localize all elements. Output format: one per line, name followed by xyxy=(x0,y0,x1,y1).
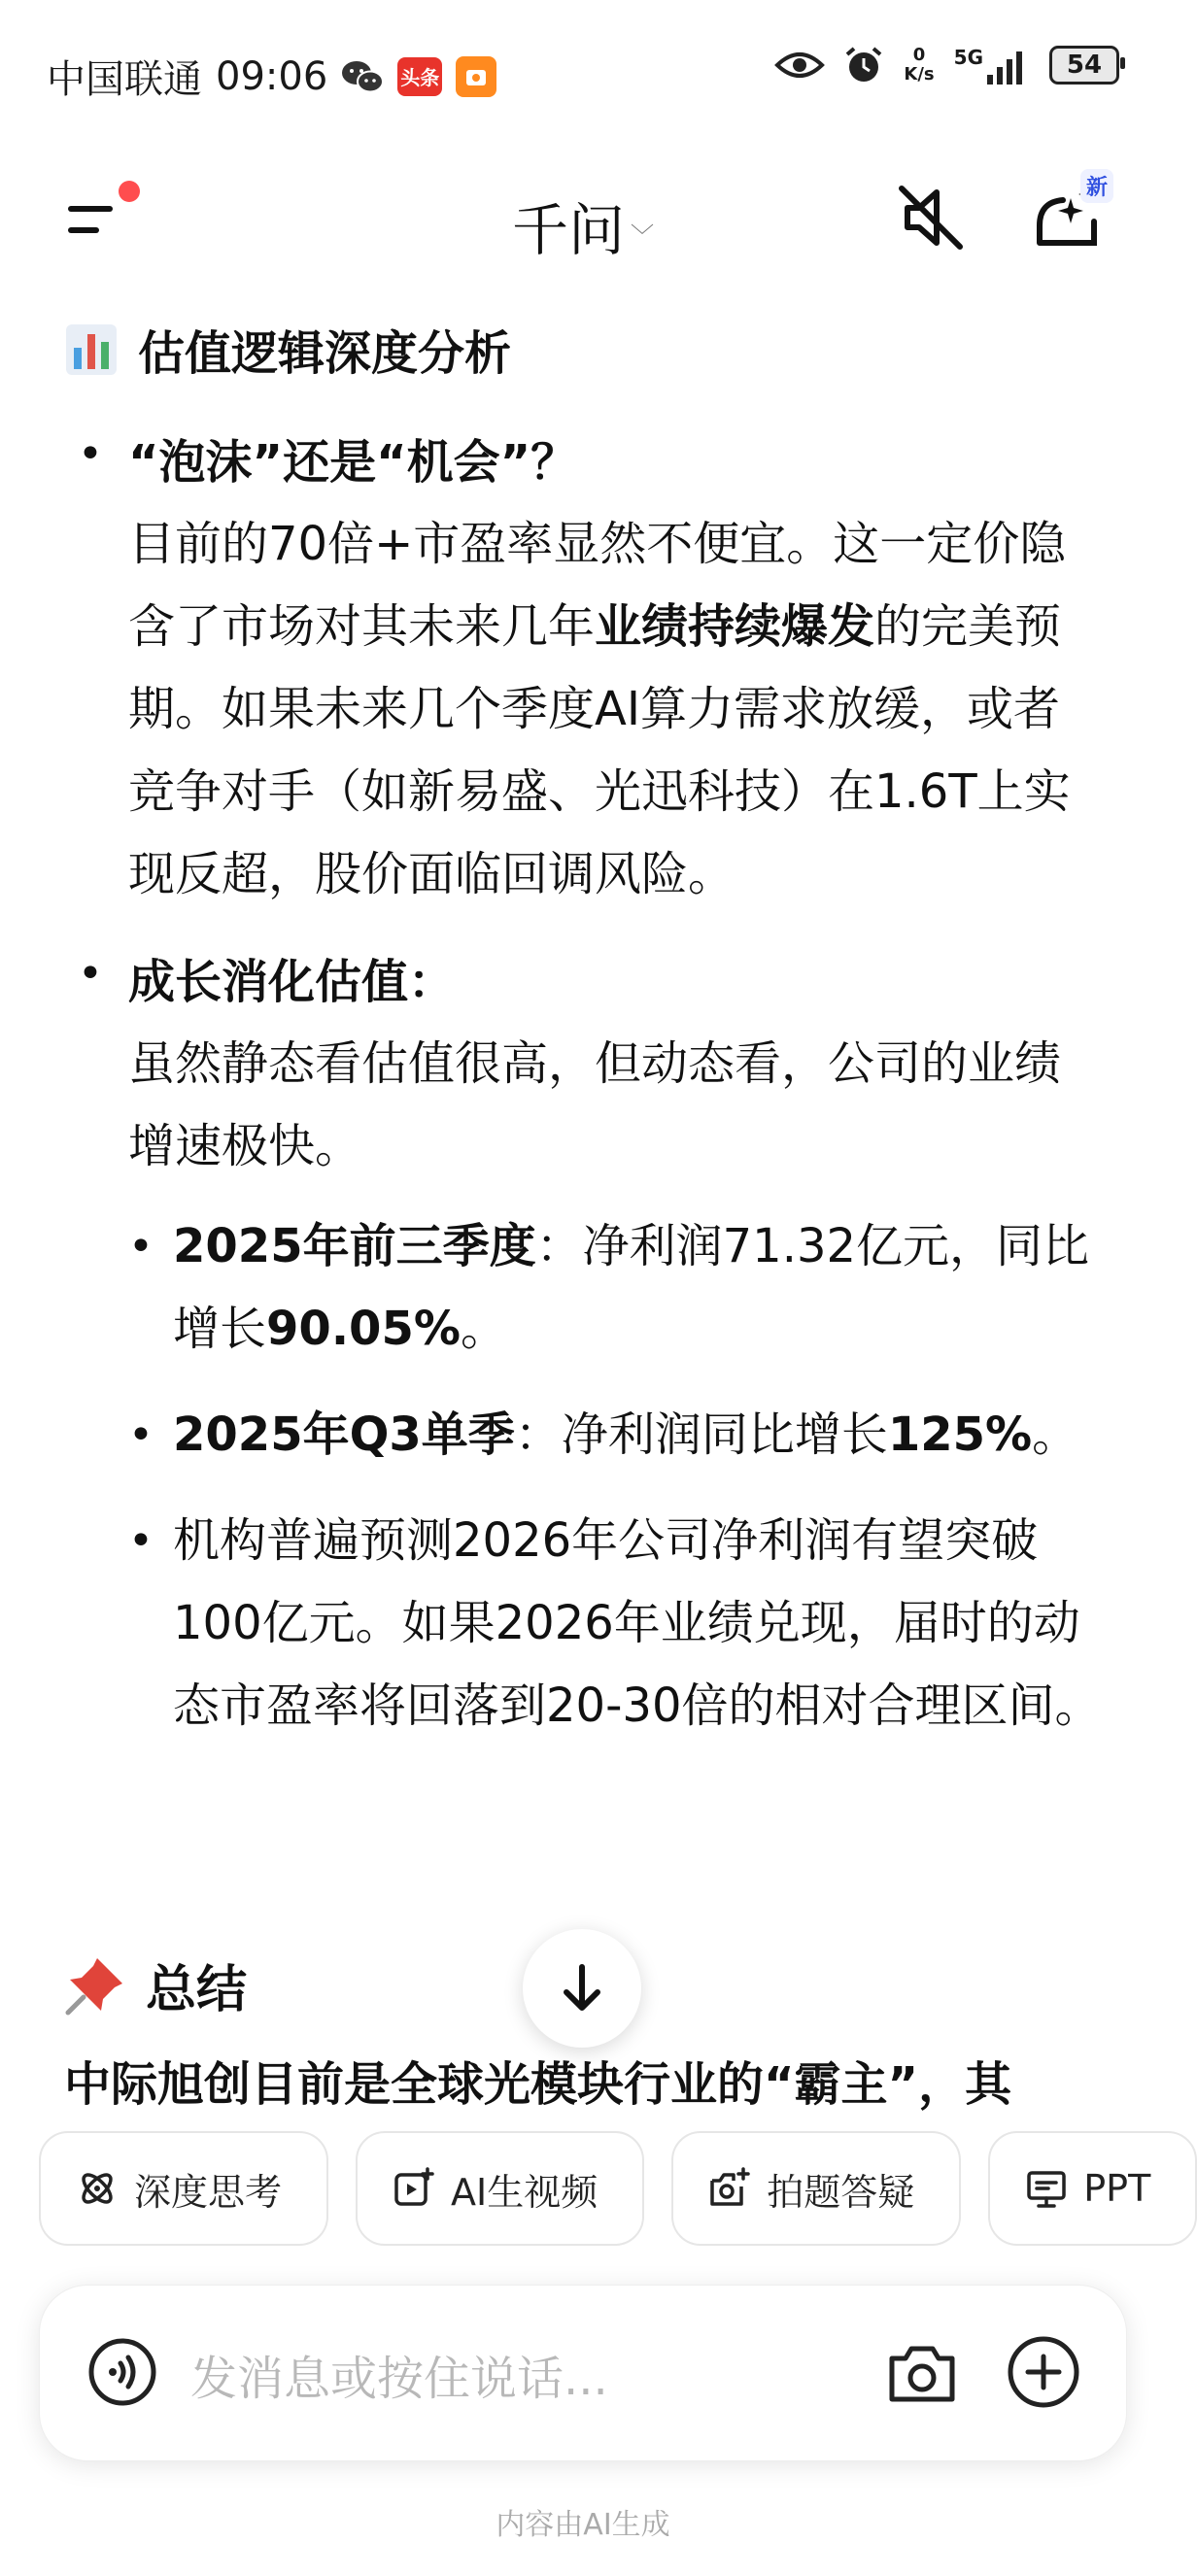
arrow-down-icon xyxy=(559,1963,605,2014)
quick-action-chips xyxy=(39,2131,1197,2246)
pushpin-icon xyxy=(64,1954,126,2017)
chip-deep-thinking[interactable]: 深度思考 xyxy=(39,2131,328,2246)
add-attachment-button[interactable] xyxy=(1007,2335,1080,2409)
message-input[interactable]: 发消息或按住说话... xyxy=(190,2352,608,2406)
app-title[interactable]: 千问 ﹀ xyxy=(511,197,654,263)
alarm-icon xyxy=(843,45,884,85)
sub-list-item: • 2025年前三季度：净利润71.32亿元，同比增长90.05%。 xyxy=(128,1205,1104,1371)
bar-chart-icon xyxy=(64,322,119,377)
summary-heading: 总结 xyxy=(64,1949,247,2021)
new-badge: 新 xyxy=(1080,169,1113,203)
network-type-label: 5G xyxy=(953,46,983,69)
network-speed: 0 K/s xyxy=(904,45,935,85)
app-notification-icon xyxy=(456,56,496,97)
wechat-icon xyxy=(341,58,384,95)
presentation-icon xyxy=(1025,2167,1068,2210)
list-item xyxy=(64,422,1104,916)
bullet-body: 虽然静态看估值很高，但动态看，公司的业绩增速极快。 xyxy=(128,1036,1062,1173)
scroll-to-bottom-button[interactable] xyxy=(523,1929,641,2048)
carrier-label: 中国联通 xyxy=(47,57,202,102)
sub-list-item: • 机构普遍预测2026年公司净利润有望突破100亿元。如果2026年业绩兑现，届时的动态市盈率将回落到20-30倍的相对合理区间。 xyxy=(128,1500,1104,1747)
bullet-title: • “泡沫”还是“机会”？ xyxy=(128,435,578,490)
eye-icon xyxy=(775,50,824,81)
sub-list xyxy=(128,1205,1104,1747)
signal-indicator xyxy=(954,46,1030,85)
sub-list-item: • 2025年Q3单季：净利润同比增长125%。 xyxy=(128,1394,1104,1476)
voice-input-button[interactable] xyxy=(87,2337,157,2407)
mute-speaker-button[interactable] xyxy=(894,181,968,254)
battery-indicator: 54 xyxy=(1049,46,1119,85)
toutiao-icon: 头条 xyxy=(397,57,442,96)
chip-ppt[interactable]: PPT xyxy=(988,2131,1197,2246)
video-plus-icon xyxy=(393,2167,435,2210)
status-bar-left xyxy=(47,49,496,104)
ai-generated-disclaimer: 内容由AI生成 xyxy=(496,2508,670,2542)
bullet-body: 目前的70倍+市盈率显然不便宜。这一定价隐含了市场对其未来几年业绩持续爆发的完美预期。如果未来几个季度AI算力需求放缓，或者竞争对手（如新易盛、光迅科技）在1.6T上实现反超，股价面临回调风险。 xyxy=(128,517,1071,901)
analysis-list xyxy=(64,422,1104,1747)
atom-icon xyxy=(76,2167,119,2210)
chat-response xyxy=(64,316,1104,1773)
clock: 09:06 xyxy=(216,53,328,99)
section-heading: 估值逻辑深度分析 xyxy=(64,316,1104,383)
summary-text-clipped: 中际旭创目前是全球光模块行业的“霸主”，其 xyxy=(64,2057,1012,2112)
signal-bars-icon xyxy=(987,46,1030,85)
list-item xyxy=(64,941,1104,1747)
chip-ai-video[interactable]: AI生视频 xyxy=(356,2131,644,2246)
status-bar-right xyxy=(775,45,1119,85)
bullet-title: • 成长消化估值： xyxy=(128,955,456,1009)
chip-photo-question[interactable]: 拍题答疑 xyxy=(671,2131,961,2246)
chevron-down-icon: ﹀ xyxy=(631,222,654,251)
camera-plus-icon xyxy=(708,2167,751,2210)
camera-button[interactable] xyxy=(886,2337,958,2409)
